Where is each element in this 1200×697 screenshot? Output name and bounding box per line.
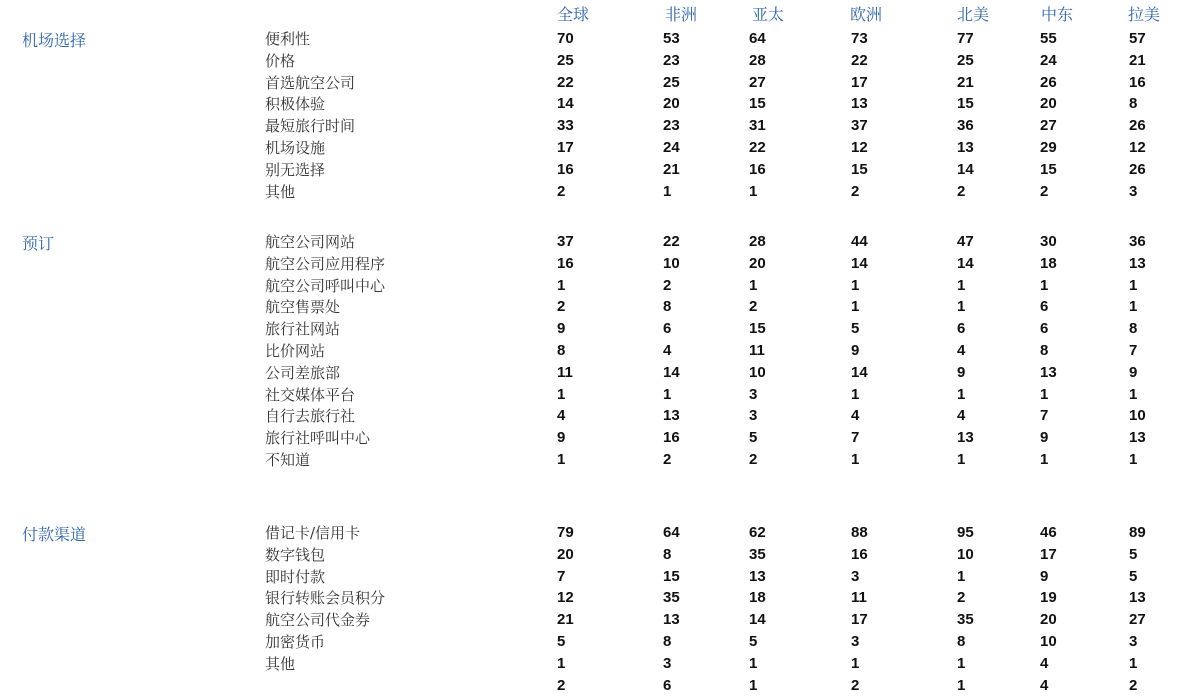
cell-value: 4 [957,407,966,424]
cell-value: 73 [851,30,868,47]
row-label: 加密货币 [265,633,326,651]
cell-value: 2 [957,589,966,606]
cell-value: 1 [957,277,966,294]
cell-value: 4 [957,342,966,359]
cell-value: 79 [557,524,574,541]
cell-value: 14 [957,255,974,272]
cell-value: 88 [851,524,868,541]
cell-value: 16 [749,161,766,178]
cell-value: 2 [1129,677,1138,694]
cell-value: 16 [1129,74,1146,91]
cell-value: 7 [557,568,566,585]
cell-value: 1 [749,277,758,294]
row-label: 机场设施 [265,139,326,157]
cell-value: 5 [1129,568,1138,585]
row-label: 不知道 [265,451,311,469]
cell-value: 3 [663,655,672,672]
cell-value: 20 [557,546,574,563]
column-header: 全球 [557,5,590,24]
cell-value: 13 [1129,255,1146,272]
cell-value: 1 [749,677,758,694]
cell-value: 36 [1129,233,1146,250]
cell-value: 10 [749,364,766,381]
row-label: 价格 [265,52,296,70]
cell-value: 8 [663,633,672,650]
row-label: 社交媒体平台 [265,386,356,404]
row-label: 银行转账会员积分 [265,589,386,607]
cell-value: 4 [663,342,672,359]
cell-value: 3 [1129,633,1138,650]
cell-value: 10 [1040,633,1057,650]
cell-value: 16 [663,429,680,446]
cell-value: 3 [749,407,758,424]
cell-value: 1 [1129,386,1138,403]
cell-value: 2 [663,277,672,294]
column-header: 拉美 [1128,5,1161,24]
cell-value: 1 [1040,451,1049,468]
cell-value: 1 [957,451,966,468]
row-label: 首选航空公司 [265,74,356,92]
cell-value: 70 [557,30,574,47]
cell-value: 15 [1040,161,1057,178]
cell-value: 14 [957,161,974,178]
cell-value: 64 [749,30,766,47]
cell-value: 9 [557,320,566,337]
cell-value: 7 [851,429,860,446]
cell-value: 1 [957,655,966,672]
cell-value: 95 [957,524,974,541]
cell-value: 7 [1129,342,1138,359]
cell-value: 26 [1129,117,1146,134]
cell-value: 24 [1040,52,1057,69]
row-label: 旅行社网站 [265,320,341,338]
cell-value: 1 [557,655,566,672]
cell-value: 37 [557,233,574,250]
cell-value: 18 [1040,255,1057,272]
cell-value: 15 [663,568,680,585]
cell-value: 1 [1040,386,1049,403]
cell-value: 62 [749,524,766,541]
cell-value: 31 [749,117,766,134]
cell-value: 22 [663,233,680,250]
cell-value: 1 [1129,298,1138,315]
column-header: 亚太 [752,5,785,24]
cell-value: 12 [851,139,868,156]
cell-value: 26 [1040,74,1057,91]
cell-value: 8 [1040,342,1049,359]
section-title: 预订 [22,234,55,253]
cell-value: 13 [957,429,974,446]
row-label: 自行去旅行社 [265,407,356,425]
cell-value: 14 [749,611,766,628]
cell-value: 1 [851,386,860,403]
cell-value: 10 [663,255,680,272]
cell-value: 27 [1129,611,1146,628]
row-label: 便利性 [265,30,311,48]
cell-value: 89 [1129,524,1146,541]
cell-value: 1 [749,655,758,672]
row-label: 最短旅行时间 [265,117,356,135]
cell-value: 3 [1129,183,1138,200]
cell-value: 22 [749,139,766,156]
cell-value: 15 [957,95,974,112]
cell-value: 77 [957,30,974,47]
cell-value: 17 [851,611,868,628]
cell-value: 27 [1040,117,1057,134]
cell-value: 5 [557,633,566,650]
row-label: 公司差旅部 [265,364,341,382]
cell-value: 2 [557,677,566,694]
row-label: 航空公司呼叫中心 [265,277,386,295]
cell-value: 8 [663,546,672,563]
cell-value: 17 [557,139,574,156]
cell-value: 27 [749,74,766,91]
cell-value: 6 [1040,320,1049,337]
cell-value: 15 [749,95,766,112]
cell-value: 17 [851,74,868,91]
cell-value: 2 [557,298,566,315]
row-label: 积极体验 [265,95,326,113]
cell-value: 26 [1129,161,1146,178]
cell-value: 1 [957,677,966,694]
section-title: 付款渠道 [22,525,87,544]
cell-value: 10 [1129,407,1146,424]
cell-value: 8 [1129,95,1138,112]
row-label: 旅行社呼叫中心 [265,429,371,447]
row-label: 借记卡/信用卡 [265,524,361,542]
cell-value: 36 [957,117,974,134]
cell-value: 6 [957,320,966,337]
cell-value: 1 [663,386,672,403]
cell-value: 7 [1040,407,1049,424]
cell-value: 3 [749,386,758,403]
cell-value: 1 [851,298,860,315]
cell-value: 9 [557,429,566,446]
cell-value: 1 [1040,277,1049,294]
cell-value: 4 [851,407,860,424]
cell-value: 11 [851,589,867,606]
cell-value: 55 [1040,30,1057,47]
cell-value: 9 [1040,429,1049,446]
cell-value: 2 [957,183,966,200]
cell-value: 20 [663,95,680,112]
cell-value: 13 [663,611,680,628]
cell-value: 1 [851,655,860,672]
column-header: 非洲 [665,5,698,24]
cell-value: 15 [749,320,766,337]
cell-value: 12 [1129,139,1146,156]
cell-value: 2 [557,183,566,200]
cell-value: 5 [749,633,758,650]
cell-value: 3 [851,633,860,650]
cell-value: 21 [663,161,680,178]
cell-value: 16 [851,546,868,563]
cell-value: 25 [557,52,574,69]
cell-value: 1 [851,451,860,468]
cell-value: 1 [749,183,758,200]
cell-value: 5 [749,429,758,446]
row-label: 航空公司网站 [265,233,356,251]
cell-value: 35 [957,611,974,628]
row-label: 其他 [265,183,296,201]
cell-value: 1 [557,451,566,468]
cell-value: 4 [557,407,566,424]
cell-value: 53 [663,30,680,47]
cell-value: 13 [1129,589,1146,606]
cell-value: 9 [957,364,966,381]
cell-value: 28 [749,52,766,69]
cell-value: 33 [557,117,574,134]
cell-value: 22 [851,52,868,69]
cell-value: 21 [957,74,974,91]
cell-value: 3 [851,568,860,585]
cell-value: 9 [1129,364,1138,381]
cell-value: 8 [663,298,672,315]
row-label: 即时付款 [265,568,326,586]
cell-value: 15 [851,161,868,178]
cell-value: 44 [851,233,868,250]
cell-value: 14 [851,364,868,381]
cell-value: 25 [663,74,680,91]
cell-value: 21 [1129,52,1146,69]
cell-value: 8 [557,342,566,359]
cell-value: 28 [749,233,766,250]
cell-value: 25 [957,52,974,69]
cell-value: 14 [663,364,680,381]
cell-value: 8 [957,633,966,650]
cell-value: 1 [1129,277,1138,294]
cell-value: 4 [1040,655,1049,672]
cell-value: 21 [557,611,574,628]
cell-value: 20 [1040,611,1057,628]
cell-value: 19 [1040,589,1057,606]
section-title: 机场选择 [22,31,87,50]
cell-value: 16 [557,161,574,178]
cell-value: 17 [1040,546,1057,563]
cell-value: 1 [557,386,566,403]
cell-value: 2 [663,451,672,468]
cell-value: 37 [851,117,868,134]
cell-value: 22 [557,74,574,91]
cell-value: 4 [1040,677,1049,694]
cell-value: 16 [557,255,574,272]
cell-value: 2 [851,677,860,694]
cell-value: 35 [749,546,766,563]
cell-value: 14 [557,95,574,112]
cell-value: 1 [851,277,860,294]
row-label: 数字钱包 [265,546,326,564]
cell-value: 13 [1129,429,1146,446]
row-label: 航空公司应用程序 [265,255,386,273]
column-header: 欧洲 [850,5,883,24]
cell-value: 6 [663,320,672,337]
cell-value: 6 [663,677,672,694]
cell-value: 47 [957,233,974,250]
cell-value: 11 [749,342,765,359]
cell-value: 13 [663,407,680,424]
cell-value: 9 [1040,568,1049,585]
cell-value: 29 [1040,139,1057,156]
cell-value: 5 [1129,546,1138,563]
cell-value: 1 [1129,655,1138,672]
row-label: 其他 [265,655,296,673]
cell-value: 1 [557,277,566,294]
cell-value: 23 [663,52,680,69]
cell-value: 13 [851,95,868,112]
cell-value: 1 [663,183,672,200]
cell-value: 13 [749,568,766,585]
column-header: 中东 [1041,5,1074,24]
cell-value: 24 [663,139,680,156]
cell-value: 23 [663,117,680,134]
column-header: 北美 [957,5,990,24]
cell-value: 18 [749,589,766,606]
cell-value: 13 [1040,364,1057,381]
cell-value: 9 [851,342,860,359]
cell-value: 13 [957,139,974,156]
cell-value: 2 [749,451,758,468]
cell-value: 1 [957,568,966,585]
cell-value: 6 [1040,298,1049,315]
cell-value: 46 [1040,524,1057,541]
cell-value: 2 [851,183,860,200]
row-label: 航空售票处 [265,298,341,316]
cell-value: 14 [851,255,868,272]
row-label: 比价网站 [265,342,326,360]
cell-value: 2 [1040,183,1049,200]
cell-value: 8 [1129,320,1138,337]
cell-value: 20 [1040,95,1057,112]
cell-value: 35 [663,589,680,606]
cell-value: 1 [957,298,966,315]
cell-value: 2 [749,298,758,315]
row-label: 航空公司代金券 [265,611,371,629]
cell-value: 20 [749,255,766,272]
cell-value: 5 [851,320,860,337]
cell-value: 11 [557,364,573,381]
cell-value: 64 [663,524,680,541]
cell-value: 57 [1129,30,1146,47]
cell-value: 30 [1040,233,1057,250]
cell-value: 10 [957,546,974,563]
cell-value: 1 [1129,451,1138,468]
row-label: 别无选择 [265,161,326,179]
cell-value: 1 [957,386,966,403]
cell-value: 12 [557,589,574,606]
